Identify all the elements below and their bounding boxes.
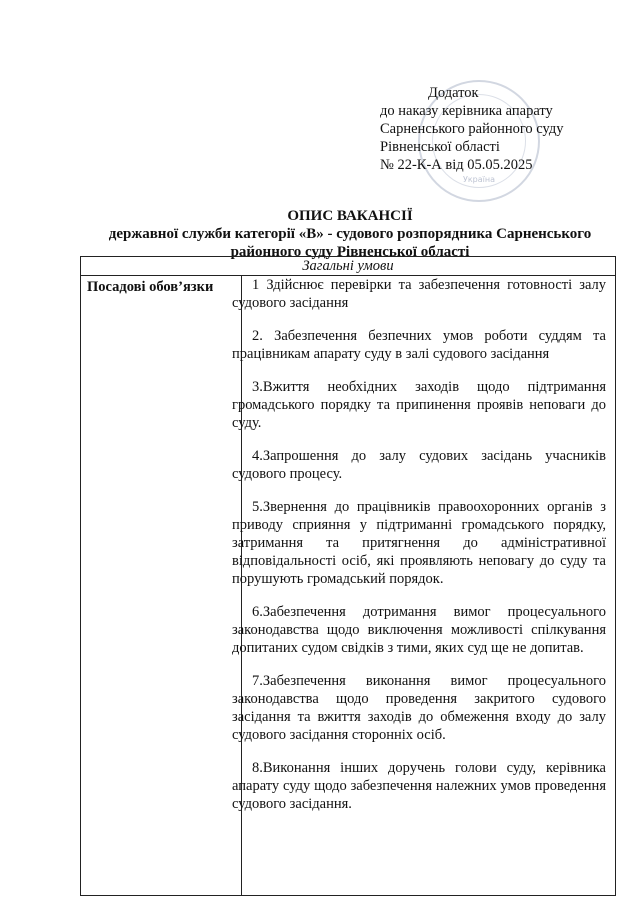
duties-list: [232, 276, 606, 828]
duty-item-2: 2. Забезпечення безпечних умов роботи суддям та працівникам апарату суду в залі судового засідання: [232, 328, 606, 362]
annex-line-5: № 22-К-А від 05.05.2025: [380, 157, 533, 173]
annex-line-4: Рівненської області: [380, 139, 500, 155]
stamp-text: Україна: [462, 175, 496, 184]
subtitle-line-2: районного суду Рівненської області: [230, 244, 470, 260]
duty-item-5: 5.Звернення до працівників правоохоронних органів з приводу сприяння у підтриманні громадського порядку, затримання та притягнення до адміністративної відповідальності осіб, які проявляють неповагу до суду та порушують громадський порядок.: [232, 499, 606, 587]
duty-item-6: 6.Забезпечення дотримання вимог процесуального законодавства щодо виключення можливості спілкування допитаних судом свідків з тими, яких суд ще не допитав.: [232, 604, 606, 656]
duty-item-8: 8.Виконання інших доручень голови суду, керівника апарату суду щодо забезпечення належних умов проведення судового засідання.: [232, 760, 606, 812]
duty-item-1: 1 Здійснює перевірки та забезпечення готовності залу судового засідання: [232, 277, 606, 311]
subtitle-line-1: державної служби категорії «В» - судового розпорядника Сарненського: [108, 226, 592, 242]
annex-line-2: до наказу керівника апарату: [380, 103, 553, 119]
section-header: Загальні умови: [81, 257, 615, 276]
row-label-duties: Посадові обов’язки: [87, 279, 214, 295]
duty-item-3: 3.Вжиття необхідних заходів щодо підтримання громадського порядку та припинення проявів неповаги до суду.: [232, 379, 606, 431]
document-title: ОПИС ВАКАНСІЇ: [287, 208, 413, 224]
annex-block: [380, 84, 564, 174]
annex-line-3: Сарненського районного суду: [380, 121, 564, 137]
duty-item-7: 7.Забезпечення виконання вимог процесуального законодавства щодо проведення закритого судового засідання та вжиття заходів до обмеження входу до залу судового засідання сторонніх осіб.: [232, 673, 606, 743]
annex-line-1: Додаток: [428, 85, 479, 101]
duty-item-4: 4.Запрошення до залу судових засідань учасників судового процесу.: [232, 448, 606, 482]
